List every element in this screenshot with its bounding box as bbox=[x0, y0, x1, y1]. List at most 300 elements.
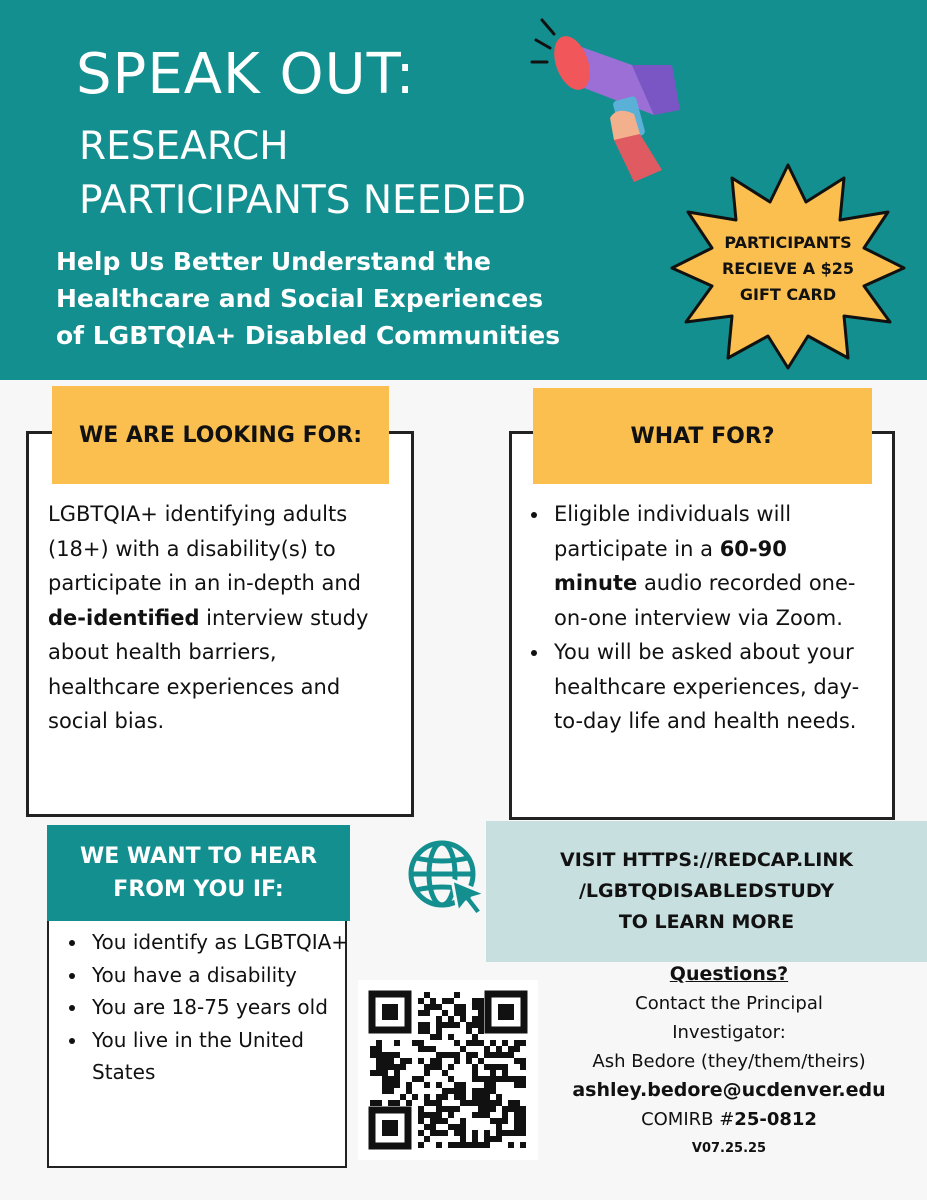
qr-module bbox=[508, 1142, 514, 1148]
qr-module bbox=[520, 1058, 526, 1064]
qr-module bbox=[436, 1058, 442, 1064]
qr-module bbox=[418, 1058, 424, 1064]
qr-module bbox=[388, 1058, 394, 1064]
qr-module bbox=[424, 1022, 430, 1028]
qr-module bbox=[484, 1064, 490, 1070]
qr-module bbox=[460, 1016, 466, 1022]
qr-module bbox=[436, 1118, 442, 1124]
qr-module bbox=[520, 1124, 526, 1130]
qr-module bbox=[442, 1088, 448, 1094]
gift-card-text bbox=[688, 230, 888, 308]
qr-module bbox=[418, 998, 424, 1004]
qr-module bbox=[508, 1052, 514, 1058]
qr-module bbox=[376, 1058, 382, 1064]
qr-module bbox=[508, 1106, 514, 1112]
questions-heading: Questions? bbox=[669, 963, 789, 985]
qr-module bbox=[478, 998, 484, 1004]
qr-module bbox=[394, 1082, 400, 1088]
qr-module bbox=[496, 1100, 502, 1106]
what-for-bullet-bold: 60-90 minute bbox=[554, 536, 787, 595]
contact-info bbox=[540, 960, 918, 1163]
qr-module bbox=[406, 1058, 412, 1064]
page-title: SPEAK OUT: bbox=[76, 42, 416, 107]
qr-module bbox=[490, 1136, 496, 1142]
qr-module bbox=[478, 1100, 484, 1106]
qr-module bbox=[436, 1112, 442, 1118]
qr-module bbox=[400, 1058, 406, 1064]
list-item: • You are 18-75 years old bbox=[88, 991, 352, 1024]
list-item bbox=[550, 497, 872, 635]
qr-module bbox=[478, 1106, 484, 1112]
qr-module bbox=[520, 1112, 526, 1118]
qr-module bbox=[418, 1010, 424, 1016]
qr-module bbox=[478, 1004, 484, 1010]
qr-module bbox=[472, 1112, 478, 1118]
headline-line: Healthcare and Social Experiences bbox=[56, 284, 544, 313]
qr-module bbox=[424, 1070, 430, 1076]
headline-line: of LGBTQIA+ Disabled Communities bbox=[56, 321, 561, 350]
qr-module bbox=[496, 1130, 502, 1136]
qr-module bbox=[370, 1052, 376, 1058]
qr-module bbox=[424, 1112, 430, 1118]
qr-module bbox=[424, 1100, 430, 1106]
qr-module bbox=[466, 1058, 472, 1064]
qr-module bbox=[466, 1040, 472, 1046]
qr-module bbox=[418, 1076, 424, 1082]
qr-module bbox=[460, 1142, 466, 1148]
list-item: • You identify as LGBTQIA+ bbox=[88, 926, 352, 959]
qr-code[interactable] bbox=[358, 980, 538, 1160]
qr-module bbox=[490, 1040, 496, 1046]
hear-from-list bbox=[62, 926, 352, 1089]
qr-module bbox=[388, 1052, 394, 1058]
qr-module bbox=[484, 1106, 490, 1112]
qr-module bbox=[472, 1064, 478, 1070]
qr-module bbox=[448, 998, 454, 1004]
qr-module bbox=[418, 1046, 424, 1052]
globe-cursor-icon bbox=[404, 836, 490, 916]
comirb-line bbox=[540, 1105, 918, 1134]
qr-module bbox=[520, 1040, 526, 1046]
qr-module bbox=[424, 1064, 430, 1070]
qr-module bbox=[442, 1094, 448, 1100]
qr-module bbox=[382, 1052, 388, 1058]
contact-line: Contact the Principal bbox=[635, 993, 823, 1014]
qr-module bbox=[478, 1142, 484, 1148]
qr-module bbox=[400, 1064, 406, 1070]
qr-module bbox=[514, 1040, 520, 1046]
qr-module bbox=[370, 1070, 376, 1076]
qr-module bbox=[478, 1088, 484, 1094]
qr-module bbox=[418, 1022, 424, 1028]
qr-module bbox=[490, 1070, 496, 1076]
qr-module bbox=[382, 1088, 388, 1094]
qr-module bbox=[430, 1100, 436, 1106]
qr-module bbox=[484, 1130, 490, 1136]
qr-module bbox=[454, 1052, 460, 1058]
contact-line: Investigator: bbox=[672, 1022, 786, 1043]
qr-module bbox=[418, 1040, 424, 1046]
qr-module bbox=[412, 1094, 418, 1100]
qr-module bbox=[514, 1124, 520, 1130]
qr-module bbox=[388, 1076, 394, 1082]
qr-module bbox=[514, 1082, 520, 1088]
qr-module bbox=[424, 1124, 430, 1130]
qr-module bbox=[442, 1052, 448, 1058]
qr-module bbox=[442, 1010, 448, 1016]
hear-from-label-line: WE WANT TO HEAR bbox=[79, 844, 318, 869]
qr-module bbox=[394, 1052, 400, 1058]
qr-module bbox=[514, 1046, 520, 1052]
qr-module bbox=[430, 1046, 436, 1052]
qr-module bbox=[376, 1070, 382, 1076]
qr-module bbox=[448, 1106, 454, 1112]
qr-module bbox=[484, 1142, 490, 1148]
qr-module bbox=[484, 1082, 490, 1088]
looking-for-text-bold: de-identified bbox=[48, 605, 200, 630]
qr-module bbox=[448, 1022, 454, 1028]
qr-module bbox=[496, 1124, 502, 1130]
qr-module bbox=[514, 1106, 520, 1112]
qr-module bbox=[496, 1046, 502, 1052]
qr-module bbox=[478, 1016, 484, 1022]
qr-module bbox=[520, 1142, 526, 1148]
qr-module bbox=[472, 1070, 478, 1076]
qr-module bbox=[448, 1076, 454, 1082]
qr-module bbox=[502, 1112, 508, 1118]
qr-module bbox=[388, 1082, 394, 1088]
qr-module bbox=[508, 1046, 514, 1052]
qr-module bbox=[478, 1022, 484, 1028]
what-for-bullet-part: Eligible individuals will participate in a bbox=[554, 502, 792, 561]
qr-module bbox=[436, 1130, 442, 1136]
qr-module bbox=[460, 1010, 466, 1016]
qr-module bbox=[436, 1106, 442, 1112]
qr-module bbox=[478, 1094, 484, 1100]
qr-module bbox=[490, 1106, 496, 1112]
qr-module bbox=[376, 1040, 382, 1046]
qr-module bbox=[466, 1022, 472, 1028]
qr-module bbox=[436, 1094, 442, 1100]
investigator-email[interactable]: ashley.bedore@ucdenver.edu bbox=[572, 1079, 886, 1101]
qr-module bbox=[490, 1052, 496, 1058]
qr-module bbox=[418, 1028, 424, 1034]
qr-module bbox=[406, 1082, 412, 1088]
qr-module bbox=[376, 1100, 382, 1106]
qr-module bbox=[472, 1100, 478, 1106]
qr-module bbox=[472, 1088, 478, 1094]
list-item: • You have a disability bbox=[88, 959, 352, 992]
qr-module bbox=[478, 1010, 484, 1016]
looking-for-text-part: interview study about health barriers, healthcare experiences and social bias. bbox=[48, 605, 369, 733]
qr-module bbox=[388, 1064, 394, 1070]
qr-module bbox=[430, 1034, 436, 1040]
headline-line: Help Us Better Understand the bbox=[56, 247, 491, 276]
qr-module bbox=[430, 1124, 436, 1130]
qr-module bbox=[442, 998, 448, 1004]
qr-module bbox=[478, 1058, 484, 1064]
qr-module bbox=[382, 1070, 388, 1076]
qr-module bbox=[490, 1076, 496, 1082]
qr-module bbox=[478, 1040, 484, 1046]
qr-module bbox=[436, 1034, 442, 1040]
qr-module bbox=[430, 1058, 436, 1064]
qr-module bbox=[514, 1058, 520, 1064]
qr-module bbox=[490, 1088, 496, 1094]
qr-module bbox=[388, 1100, 394, 1106]
looking-for-text bbox=[48, 497, 383, 739]
visit-line: VISIT HTTPS://REDCAP.LINK bbox=[560, 849, 853, 871]
qr-module bbox=[472, 1142, 478, 1148]
qr-module bbox=[382, 1064, 388, 1070]
qr-module bbox=[472, 1022, 478, 1028]
badge-line: PARTICIPANTS bbox=[724, 233, 852, 252]
investigator-name: Ash Bedore (they/them/theirs) bbox=[592, 1051, 866, 1072]
qr-module bbox=[454, 992, 460, 998]
qr-module bbox=[502, 1076, 508, 1082]
qr-module bbox=[460, 1082, 466, 1088]
qr-module bbox=[394, 1064, 400, 1070]
qr-module bbox=[394, 1100, 400, 1106]
qr-module bbox=[484, 1046, 490, 1052]
qr-module bbox=[424, 1010, 430, 1016]
qr-module bbox=[454, 1010, 460, 1016]
qr-module bbox=[478, 1028, 484, 1034]
qr-module bbox=[424, 992, 430, 998]
qr-module bbox=[484, 1112, 490, 1118]
qr-module bbox=[454, 1004, 460, 1010]
qr-module bbox=[490, 1100, 496, 1106]
qr-module bbox=[442, 1130, 448, 1136]
qr-module bbox=[496, 1094, 502, 1100]
qr-module bbox=[442, 1118, 448, 1124]
what-for-bullet-part: audio recorded one-on-one interview via Zoom. bbox=[554, 571, 856, 630]
qr-module bbox=[430, 1112, 436, 1118]
qr-module bbox=[436, 1082, 442, 1088]
qr-module bbox=[448, 1124, 454, 1130]
qr-module bbox=[382, 1058, 388, 1064]
qr-module bbox=[460, 1004, 466, 1010]
qr-module bbox=[502, 1118, 508, 1124]
hear-from-label bbox=[47, 825, 350, 921]
qr-module bbox=[520, 1106, 526, 1112]
qr-module bbox=[460, 1088, 466, 1094]
what-for-label: WHAT FOR? bbox=[533, 388, 872, 484]
badge-line: GIFT CARD bbox=[739, 285, 837, 304]
qr-module bbox=[460, 1124, 466, 1130]
qr-module bbox=[460, 1118, 466, 1124]
qr-module bbox=[448, 1052, 454, 1058]
qr-module bbox=[442, 1106, 448, 1112]
qr-module bbox=[436, 1016, 442, 1022]
qr-module bbox=[478, 1076, 484, 1082]
badge-line: RECIEVE A $25 bbox=[721, 259, 855, 278]
qr-module bbox=[436, 1052, 442, 1058]
qr-module bbox=[502, 1106, 508, 1112]
qr-module bbox=[424, 1004, 430, 1010]
qr-module bbox=[502, 1070, 508, 1076]
qr-module bbox=[424, 1136, 430, 1142]
qr-module bbox=[448, 1112, 454, 1118]
visit-link-box bbox=[486, 821, 927, 962]
qr-module bbox=[394, 1076, 400, 1082]
qr-module bbox=[460, 1094, 466, 1100]
qr-module bbox=[376, 1052, 382, 1058]
qr-module bbox=[412, 1040, 418, 1046]
qr-module bbox=[424, 1094, 430, 1100]
qr-module bbox=[514, 1118, 520, 1124]
qr-module bbox=[460, 1130, 466, 1136]
qr-module bbox=[502, 1040, 508, 1046]
qr-module bbox=[496, 1076, 502, 1082]
qr-module bbox=[454, 1082, 460, 1088]
qr-module bbox=[472, 1136, 478, 1142]
qr-module bbox=[376, 1046, 382, 1052]
qr-module bbox=[514, 1130, 520, 1136]
qr-module bbox=[454, 1040, 460, 1046]
qr-module bbox=[376, 1064, 382, 1070]
qr-module bbox=[448, 1088, 454, 1094]
qr-module bbox=[478, 1112, 484, 1118]
hear-from-label-line: FROM YOU IF: bbox=[113, 877, 284, 902]
qr-module bbox=[502, 1064, 508, 1070]
qr-module bbox=[430, 1004, 436, 1010]
qr-module bbox=[382, 1076, 388, 1082]
qr-module bbox=[454, 1058, 460, 1064]
qr-module bbox=[460, 1136, 466, 1142]
qr-module bbox=[382, 1082, 388, 1088]
qr-module bbox=[448, 1064, 454, 1070]
qr-module bbox=[424, 1082, 430, 1088]
qr-module bbox=[520, 1118, 526, 1124]
visit-line: /LGBTQDISABLEDSTUDY bbox=[578, 880, 835, 902]
qr-module bbox=[454, 1106, 460, 1112]
qr-module bbox=[430, 1118, 436, 1124]
qr-module bbox=[472, 1040, 478, 1046]
qr-module bbox=[424, 1028, 430, 1034]
qr-module bbox=[436, 1022, 442, 1028]
qr-module bbox=[496, 1052, 502, 1058]
qr-module bbox=[466, 1028, 472, 1034]
qr-module bbox=[484, 1076, 490, 1082]
headline bbox=[56, 243, 676, 354]
qr-module bbox=[484, 1052, 490, 1058]
subtitle-line: RESEARCH bbox=[79, 124, 289, 169]
version-code: V07.25.25 bbox=[691, 1141, 767, 1156]
qr-module bbox=[490, 1082, 496, 1088]
comirb-prefix: COMIRB # bbox=[641, 1109, 735, 1130]
qr-module bbox=[472, 1034, 478, 1040]
qr-module bbox=[412, 1076, 418, 1082]
qr-module bbox=[484, 1136, 490, 1142]
qr-module bbox=[370, 1100, 376, 1106]
list-item: • You will be asked about your healthcare experiences, day-to-day life and health needs. bbox=[550, 635, 872, 739]
qr-module bbox=[454, 1094, 460, 1100]
what-for-list bbox=[520, 497, 872, 739]
qr-module bbox=[484, 1094, 490, 1100]
qr-module bbox=[400, 1094, 406, 1100]
qr-module bbox=[508, 1130, 514, 1136]
qr-module bbox=[406, 1100, 412, 1106]
qr-module bbox=[520, 1076, 526, 1082]
qr-module bbox=[418, 1112, 424, 1118]
qr-module bbox=[490, 1118, 496, 1124]
qr-module bbox=[418, 1142, 424, 1148]
qr-module bbox=[484, 1100, 490, 1106]
comirb-number: 25-0812 bbox=[734, 1109, 817, 1130]
qr-module bbox=[472, 1052, 478, 1058]
qr-module bbox=[448, 1034, 454, 1040]
qr-module bbox=[490, 1064, 496, 1070]
qr-module bbox=[442, 1022, 448, 1028]
qr-module bbox=[370, 1046, 376, 1052]
qr-module bbox=[418, 1106, 424, 1112]
qr-module bbox=[472, 1130, 478, 1136]
looking-for-label: WE ARE LOOKING FOR: bbox=[52, 386, 389, 484]
qr-module bbox=[454, 1142, 460, 1148]
qr-module bbox=[502, 1052, 508, 1058]
qr-module bbox=[466, 1052, 472, 1058]
qr-module bbox=[514, 1112, 520, 1118]
qr-module bbox=[496, 1136, 502, 1142]
qr-module bbox=[454, 1124, 460, 1130]
qr-module bbox=[520, 1064, 526, 1070]
qr-module bbox=[508, 1076, 514, 1082]
subtitle-line: PARTICIPANTS NEEDED bbox=[79, 178, 527, 223]
qr-module bbox=[502, 1130, 508, 1136]
qr-module bbox=[496, 1118, 502, 1124]
visit-line: TO LEARN MORE bbox=[618, 911, 795, 933]
qr-module bbox=[514, 1100, 520, 1106]
qr-module bbox=[394, 1040, 400, 1046]
looking-for-text-part: LGBTQIA+ identifying adults (18+) with a disability(s) to participate in an in-depth and bbox=[48, 502, 362, 595]
qr-module bbox=[466, 1142, 472, 1148]
qr-module bbox=[508, 1100, 514, 1106]
qr-module bbox=[472, 1016, 478, 1022]
qr-module bbox=[394, 1070, 400, 1076]
qr-module bbox=[472, 1076, 478, 1082]
qr-module bbox=[454, 1022, 460, 1028]
qr-module bbox=[436, 1028, 442, 1034]
qr-module bbox=[520, 1082, 526, 1088]
qr-module bbox=[418, 1118, 424, 1124]
qr-module bbox=[424, 1046, 430, 1052]
qr-module bbox=[406, 1088, 412, 1094]
qr-module bbox=[466, 1100, 472, 1106]
megaphone-icon bbox=[522, 10, 692, 185]
qr-module bbox=[436, 1100, 442, 1106]
qr-module bbox=[496, 1064, 502, 1070]
qr-module bbox=[460, 1100, 466, 1106]
qr-module bbox=[472, 1094, 478, 1100]
qr-module bbox=[460, 1046, 466, 1052]
qr-module bbox=[472, 1004, 478, 1010]
qr-module bbox=[448, 1016, 454, 1022]
qr-module bbox=[454, 1088, 460, 1094]
qr-module bbox=[514, 1076, 520, 1082]
qr-module bbox=[436, 1064, 442, 1070]
qr-module bbox=[454, 1130, 460, 1136]
qr-module bbox=[430, 1130, 436, 1136]
qr-module bbox=[430, 998, 436, 1004]
qr-module bbox=[388, 1088, 394, 1094]
qr-module bbox=[436, 1142, 442, 1148]
qr-module bbox=[472, 998, 478, 1004]
qr-module bbox=[484, 1088, 490, 1094]
qr-module bbox=[448, 1142, 454, 1148]
qr-module bbox=[520, 1130, 526, 1136]
list-item: • You live in the United States bbox=[88, 1024, 352, 1089]
